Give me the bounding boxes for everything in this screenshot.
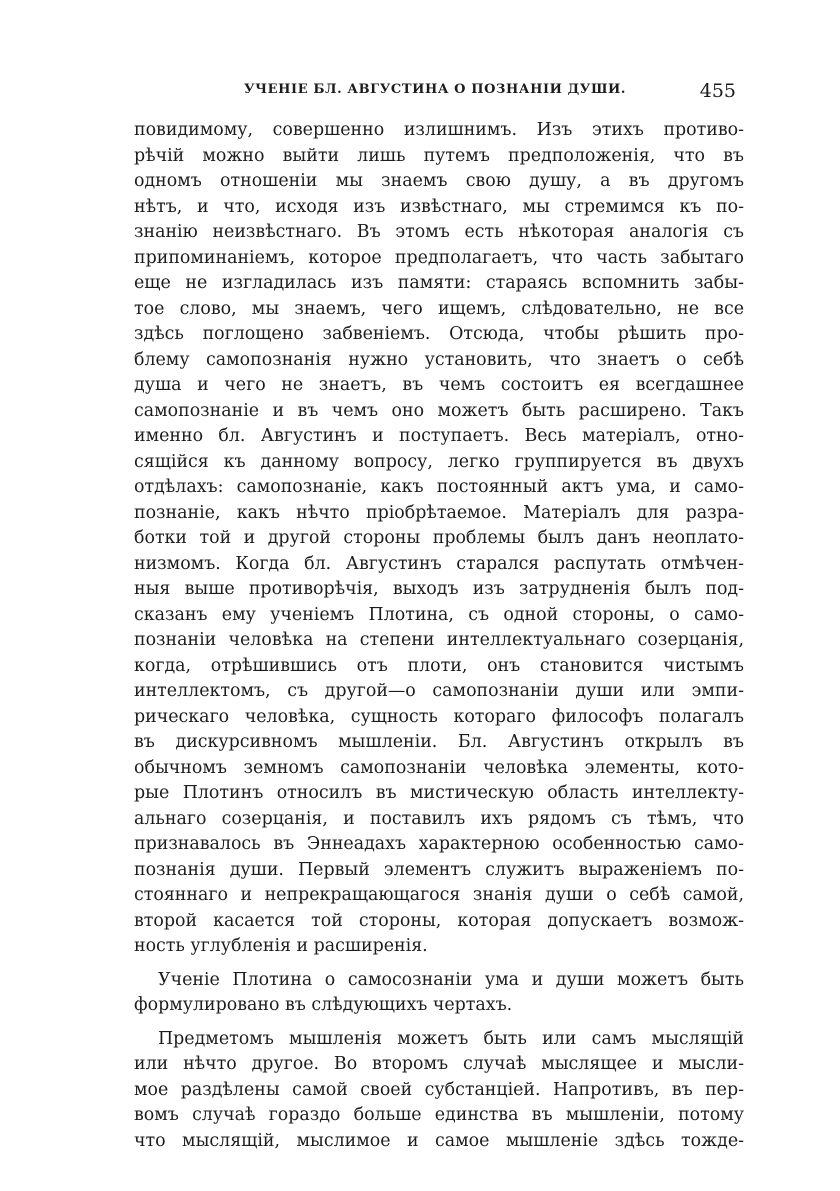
text-line: Предметомъ мышленія можетъ быть или самъ мыслящій — [158, 1028, 744, 1049]
text-line: обычномъ земномъ самопознаніи человѣка элементы, кото- — [134, 757, 744, 778]
text-line: рѣчій можно выйти лишь путемъ предположенія, что въ — [134, 145, 744, 166]
text-line: отдѣлахъ: самопознаніе, какъ постоянный актъ ума, и само- — [134, 477, 744, 497]
text-line: низмомъ. Когда бл. Августинъ старался распутать отмѣчен- — [134, 553, 744, 574]
text-line: сказанъ ему ученіемъ Плотина, съ одной стороны, о само- — [134, 604, 744, 625]
text-line: мое раздѣлены самой своей субстанціей. Напротивъ, въ пер- — [134, 1079, 744, 1100]
text-line: повидимому, совершенно излишнимъ. Изъ этихъ противо- — [134, 120, 744, 140]
text-line: альнаго созерцанія, и поставилъ ихъ рядомъ съ тѣмъ, что — [134, 808, 744, 829]
text-line: ность углубленія и расширенія. — [134, 936, 428, 956]
text-line: познаніе, какъ нѣчто пріобрѣтаемое. Матеріалъ для разра- — [134, 502, 744, 523]
text-line: Ученіе Плотина о самосознаніи ума и души можетъ быть — [158, 969, 744, 990]
text-line: еще не изгладилась изъ памяти: стараясь вспомнить забы- — [134, 273, 744, 293]
text-line: второй касается той стороны, которая допускаетъ возмож- — [134, 910, 744, 931]
text-line: рическаго человѣка, сущность котораго философъ полагалъ — [134, 706, 744, 727]
body-text — [134, 118, 744, 1154]
text-line: тое слово, мы знаемъ, чего ищемъ, слѣдовательно, не все — [134, 298, 744, 319]
page-number: 455 — [699, 80, 736, 102]
text-line: что мыслящій, мыслимое и самое мышленіе здѣсь тожде- — [134, 1130, 744, 1151]
text-line: именно бл. Августинъ и поступаетъ. Весь матеріалъ, отно- — [134, 426, 744, 446]
text-line: познанія души. Первый элементъ служитъ выраженіемъ по- — [134, 859, 744, 880]
paragraph-3 — [134, 1027, 744, 1155]
text-line: рые Плотинъ относилъ въ мистическую область интеллекту- — [134, 783, 744, 803]
text-line: сящійся къ данному вопросу, легко группируется въ двухъ — [134, 451, 744, 472]
running-title: УЧЕНІЕ БЛ. АВГУСТИНА О ПОЗНАНІИ ДУШИ. — [244, 82, 627, 97]
text-line: формулировано въ слѣдующихъ чертахъ. — [134, 995, 513, 1015]
text-line: признавалось въ Эннеадахъ характерною особенностью само- — [134, 834, 744, 854]
paragraph-1 — [134, 118, 744, 960]
text-line: ботки той и другой стороны проблемы былъ данъ неоплато- — [134, 528, 744, 548]
text-line: стояннаго и непрекращающагося знанія души о себѣ самой, — [134, 885, 744, 905]
text-line: самопознаніе и въ чемъ оно можетъ быть расширено. Такъ — [134, 400, 744, 421]
text-line: нѣтъ, и что, исходя изъ извѣстнаго, мы стремимся къ по- — [134, 196, 744, 217]
text-line: знанію неизвѣстнаго. Въ этомъ есть нѣкоторая аналогія съ — [134, 222, 744, 242]
text-line: ныя выше противорѣчія, выходъ изъ затрудненія былъ под- — [134, 579, 744, 599]
text-line: вомъ случаѣ гораздо больше единства въ мышленіи, потому — [134, 1105, 744, 1125]
text-line: душа и чего не знаетъ, въ чемъ состоитъ ея всегдашнее — [134, 375, 744, 395]
text-line: здѣсь поглощено забвеніемъ. Отсюда, чтобы рѣшить про- — [134, 324, 744, 344]
text-line: блему самопознанія нужно установить, что знаетъ о себѣ — [134, 349, 744, 370]
running-header — [134, 80, 744, 102]
text-line: когда, отрѣшившись отъ плоти, онъ становится чистымъ — [134, 655, 744, 676]
text-line: въ дискурсивномъ мышленіи. Бл. Августинъ открылъ въ — [134, 732, 744, 752]
text-line: интеллектомъ, съ другой—о самопознаніи души или эмпи- — [134, 681, 744, 701]
text-line: припоминаніемъ, которое предполагаетъ, что часть забытаго — [134, 247, 744, 268]
paragraph-2 — [134, 968, 744, 1019]
text-line: или нѣчто другое. Во второмъ случаѣ мыслящее и мысли- — [134, 1054, 744, 1074]
text-line: познаніи человѣка на степени интеллектуальнаго созерцанія, — [134, 630, 744, 650]
text-line: одномъ отношеніи мы знаемъ свою душу, а въ другомъ — [134, 171, 744, 191]
